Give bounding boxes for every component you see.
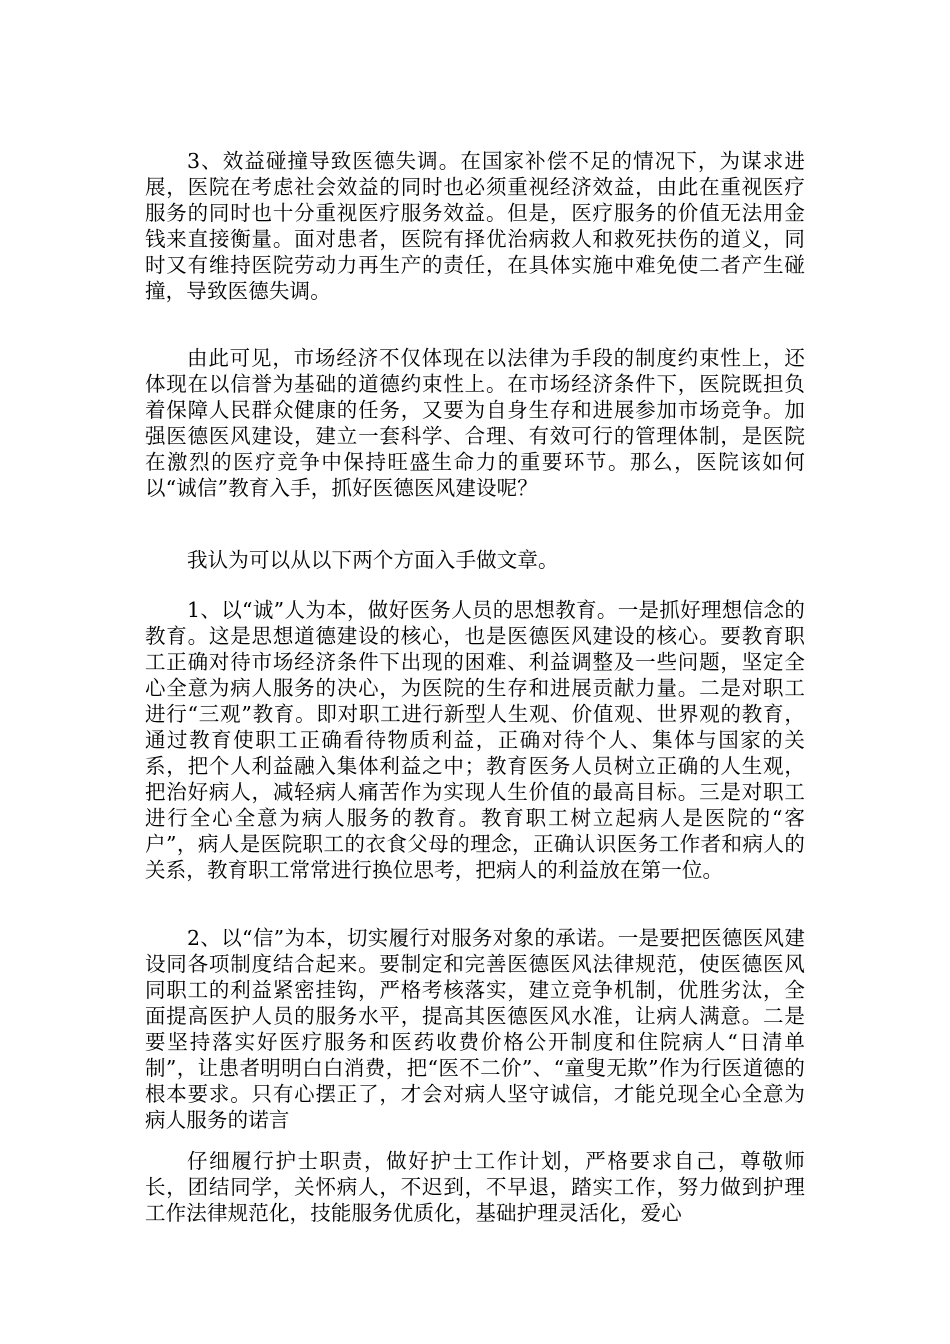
paragraph-trust-commitment: 2、以“信”为本，切实履行对服务对象的承诺。一是要把医德医风建设同各项制度结合起来。要制定和完善医德医风法律规范，使医德医风同职工的利益紧密挂钩，严格考核落实，建立竞争机制，优胜劣汰，全面提高医护人员的服务水平，提高其医德医风水准，让病人满意。二是要坚持落实好医疗服务和医药收费价格公开制度和住院病人“日清单制”，让患者明明白白消费，把“医不二价”、“童叟无欺”作为行医道德的根本要求。只有心摆正了，才会对病人坚守诚信，才能兑现全心全意为病人服务的诺言 bbox=[145, 926, 805, 1132]
paragraph-two-aspects: 我认为可以从以下两个方面入手做文章。 bbox=[187, 548, 559, 572]
paragraph-market-economy: 由此可见，市场经济不仅体现在以法律为手段的制度约束性上，还体现在以信誉为基础的道德约束性上。在市场经济条件下，医院既担负着保障人民群众健康的任务，又要为自身生存和进展参加市场竞争。加强医德医风建设，建立一套科学、合理、有效可行的管理体制，是医院在激烈的医疗竞争中保持旺盛生命力的重要环节。那么，医院该如何以“诚信”教育入手，抓好医德医风建设呢？ bbox=[145, 346, 805, 500]
paragraph-sincerity-education: 1、以“诚”人为本，做好医务人员的思想教育。一是抓好理想信念的教育。这是思想道德建设的核心，也是医德医风建设的核心。要教育职工正确对待市场经济条件下出现的困难、利益调整及一些问题，坚定全心全意为病人服务的决心，为医院的生存和进展贡献力量。二是对职工进行“三观”教育。即对职工进行新型人生观、价值观、世界观的教育，通过教育使职工正确看待物质利益，正确对待个人、集体与国家的关系，把个人利益融入集体利益之中；教育医务人员树立正确的人生观，把治好病人，减轻病人痛苦作为实现人生价值的最高目标。三是对职工进行全心全意为病人服务的教育。教育职工树立起病人是医院的“客户”，病人是医院职工的衣食父母的理念，正确认识医务工作者和病人的关系，教育职工常常进行换位思考，把病人的利益放在第一位。 bbox=[145, 598, 805, 882]
paragraph-nurse-duties: 仔细履行护士职责，做好护士工作计划，严格要求自己，尊敬师长，团结同学，关怀病人，不迟到，不早退，踏实工作，努力做到护理工作法律规范化，技能服务优质化，基础护理灵活化，爱心 bbox=[145, 1149, 805, 1225]
paragraph-efficiency-conflict: 3、效益碰撞导致医德失调。在国家补偿不足的情况下，为谋求进展，医院在考虑社会效益的同时也必须重视经济效益，由此在重视医疗服务的同时也十分重视医疗服务效益。但是，医疗服务的价值无法用金钱来直接衡量。面对患者，医院有择优治病救人和救死扶伤的道义，同时又有维持医院劳动力再生产的责任，在具体实施中难免使二者产生碰撞，导致医德失调。 bbox=[145, 149, 805, 303]
